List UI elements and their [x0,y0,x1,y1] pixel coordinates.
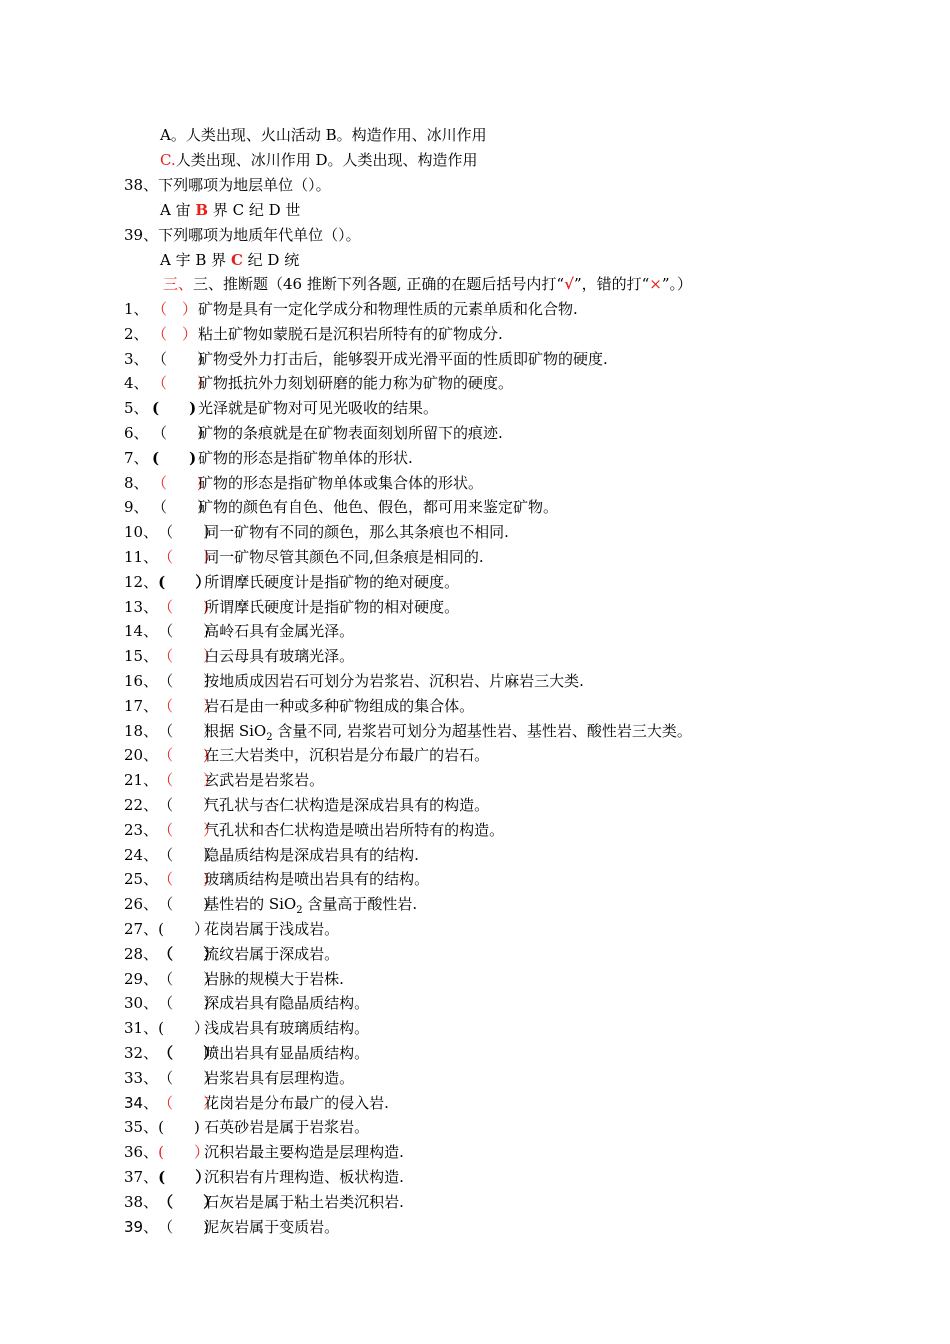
judgment-text: 同一矿物尽管其颜色不同,但条痕是相同的. [204,548,484,566]
section-3-number: 三、 [163,275,194,293]
judgment-text: 含量不同, 岩浆岩可划分为超基性岩、基性岩、酸性岩三大类。 [272,722,692,740]
q37-options-line2 [160,148,478,172]
judgment-item [124,396,438,420]
judgment-item [124,595,459,619]
judgment-text: 石英砂岩是属于岩浆岩。 [204,1118,370,1136]
answer-blank: （ ） [158,523,219,541]
judgment-number: 14、 [124,622,159,640]
answer-blank: （ ） [158,846,219,864]
judgment-number: 20、 [124,746,159,764]
judgment-item [124,1165,404,1189]
q39-stem-text: 39、下列哪项为地质年代单位（）。 [124,226,361,244]
judgment-item [124,942,339,966]
judgment-item [124,570,459,594]
judgment-number: 11、 [124,548,159,566]
judgment-item [124,1190,404,1214]
judgment-item [124,545,484,569]
judgment-item [124,669,584,693]
answer-blank: （ ） [158,647,219,665]
answer-blank: （ ） [158,1069,219,1087]
answer-blank: （ ） [158,1094,219,1112]
judgment-text-pre: 根据 SiO [204,722,267,740]
judgment-text: 花岗岩是分布最广的侵入岩. [204,1094,389,1112]
answer-blank: （ ） [152,424,213,442]
judgment-number: 6、 [124,424,149,442]
judgment-number: 9、 [124,498,149,516]
judgment-text: 矿物的形态是指矿物单体或集合体的形状。 [198,474,484,492]
answer-blank: （ ) [158,870,209,888]
judgment-text: 沉积岩有片理构造、板状构造. [204,1168,404,1186]
judgment-number: 31、 [124,1019,159,1037]
judgment-item [124,892,417,916]
q38-options [160,198,300,222]
q38-option-a: A 宙 [160,201,196,219]
q39-option-rest: 纪 D 统 [242,251,300,269]
judgment-item [124,1115,369,1139]
judgment-item [124,967,344,991]
judgment-number: 7、 [124,449,149,467]
answer-blank: ( ） [158,920,209,938]
judgment-item [124,1066,354,1090]
judgment-item [124,446,413,470]
answer-blank: （ ） [158,945,219,963]
judgment-number: 18、 [124,722,159,740]
judgment-text: 浅成岩具有玻璃质结构。 [204,1019,370,1037]
judgment-number: 27、 [124,920,159,938]
judgment-text: 岩脉的规模大于岩株. [204,970,344,988]
judgment-item [124,421,503,445]
judgment-text: 白云母具有玻璃光泽。 [204,647,355,665]
answer-blank: （ ） [158,970,219,988]
judgment-text: 玄武岩是岩浆岩。 [204,771,325,789]
judgment-text: 所谓摩氏硬度计是指矿物的相对硬度。 [204,598,460,616]
judgment-text: 矿物受外力打击后，能够裂开成光滑平面的性质即矿物的硬度. [198,350,608,368]
judgment-number: 39、 [124,1218,159,1236]
judgment-text: 矿物的形态是指矿物单体的形状. [198,449,413,467]
judgment-text: 在三大岩类中，沉积岩是分布最广的岩石。 [204,746,490,764]
judgment-number: 36、 [124,1143,159,1161]
q38-answer-b: B [195,201,209,219]
judgment-text: 粘土矿物如蒙脱石是沉积岩所特有的矿物成分. [198,325,503,343]
answer-blank: （ ） [158,821,219,839]
judgment-number: 3、 [124,350,149,368]
judgment-item [124,1091,389,1115]
judgment-text: 深成岩具有隐晶质结构。 [204,994,370,1012]
judgment-item [124,694,474,718]
judgment-number: 1、 [124,300,149,318]
judgment-number: 16、 [124,672,159,690]
judgment-number: 37、 [124,1168,159,1186]
judgment-number: 17、 [124,697,159,715]
judgment-item [124,619,354,643]
judgment-number: 34、 [124,1094,159,1112]
answer-blank: （ ) [152,474,203,492]
judgment-text: 所谓摩氏硬度计是指矿物的绝对硬度。 [204,573,460,591]
q37-option-c-marker: C. [160,151,176,169]
judgment-text: 气孔状与杏仁状构造是深成岩具有的构造。 [204,796,490,814]
judgment-text: 同一矿物有不同的颜色，那么其条痕也不相同. [204,523,509,541]
judgment-item [124,1140,404,1164]
answer-blank: （ ) [158,746,209,764]
answer-blank: （ ） [158,622,219,640]
answer-blank: （ ） [152,325,198,343]
judgment-text: 岩石是由一种或多种矿物组成的集合体。 [204,697,475,715]
judgment-text: 沉积岩最主要构造是层理构造. [204,1143,404,1161]
judgment-item [124,471,483,495]
judgment-item [124,867,429,891]
judgment-number: 29、 [124,970,159,988]
judgment-item [124,843,419,867]
answer-blank: （ ) [158,1218,209,1236]
q38-stem [124,173,331,197]
section-3-end: ”。） [661,275,693,293]
answer-blank: （ ） [158,1044,219,1062]
section-3-title: 三、推断题（46 推断下列各题, 正确的在题后括号内打“ [193,275,565,293]
judgment-item [124,495,558,519]
q39-stem [124,223,361,247]
answer-blank: （ ） [158,672,219,690]
answer-blank: （ ） [152,350,213,368]
judgment-text: 岩浆岩具有层理构造。 [204,1069,355,1087]
check-mark-icon: √ [564,275,574,293]
judgment-text: 含量高于酸性岩. [302,895,418,913]
judgment-item [124,644,354,668]
judgment-text: 石灰岩是属于粘土岩类沉积岩. [204,1193,404,1211]
answer-blank: （ ） [158,697,219,715]
answer-blank: （ ) [158,895,209,913]
cross-mark-icon: × [649,275,662,293]
judgment-text: 隐晶质结构是深成岩具有的结构. [204,846,419,864]
judgment-item [124,991,369,1015]
judgment-item [124,719,692,743]
judgment-number: 24、 [124,846,159,864]
q39-options [160,248,299,272]
q37-options-cd: 人类出现、冰川作用 D。人类出现、构造作用 [175,151,478,169]
judgment-item [124,743,489,767]
judgment-number: 15、 [124,647,159,665]
judgment-number: 26、 [124,895,159,913]
judgment-item [124,818,504,842]
answer-blank: ( ) [152,449,197,467]
section-3-heading [163,272,692,296]
judgment-number: 5、 [124,399,149,417]
judgment-item [124,371,513,395]
judgment-number: 23、 [124,821,159,839]
answer-blank: ( ） [158,1168,211,1186]
judgment-item [124,297,578,321]
judgment-text: 气孔状和杏仁状构造是喷出岩所特有的构造。 [204,821,505,839]
judgment-number: 21、 [124,771,159,789]
judgment-item [124,917,339,941]
q39-answer-c: C [230,251,243,269]
judgment-text: 矿物抵抗外力刻划研磨的能力称为矿物的硬度。 [198,374,514,392]
judgment-number: 13、 [124,598,159,616]
answer-blank: （ ） [158,796,219,814]
answer-blank: （ ） [152,374,213,392]
judgment-text-pre: 基性岩的 SiO [204,895,297,913]
q37-options-line1 [160,123,487,147]
judgment-text: 光泽就是矿物对可见光吸收的结果。 [198,399,439,417]
judgment-item [124,1215,339,1239]
judgment-text: 矿物的颜色有自色、他色、假色，都可用来鉴定矿物。 [198,498,559,516]
judgment-number: 4、 [124,374,149,392]
answer-blank: ( ) [152,399,197,417]
judgment-number: 10、 [124,523,159,541]
judgment-text: 高岭石具有金属光泽。 [204,622,355,640]
judgment-text: 矿物是具有一定化学成分和物理性质的元素单质和化合物. [198,300,578,318]
judgment-number: 28、 [124,945,159,963]
judgment-number: 32、 [124,1044,159,1062]
judgment-text: 泥灰岩属于变质岩。 [204,1218,340,1236]
judgment-number: 12、 [124,573,159,591]
answer-blank: （ ) [158,598,209,616]
answer-blank: （ ） [158,722,219,740]
q37-options-ab: A。人类出现、火山活动 B。构造作用、冰川作用 [160,126,487,144]
judgment-item [124,520,509,544]
judgment-text: 矿物的条痕就是在矿物表面刻划所留下的痕迹. [198,424,503,442]
judgment-text: 流纹岩属于深成岩。 [204,945,340,963]
judgment-item [124,347,608,371]
answer-blank: ( ） [158,1143,209,1161]
judgment-number: 8、 [124,474,149,492]
answer-blank: （ ） [158,994,219,1012]
subscript: 2 [266,732,273,743]
q38-option-rest: 界 C 纪 D 世 [208,201,301,219]
judgment-number: 30、 [124,994,159,1012]
q39-option-ab: A 宇 B 界 [160,251,231,269]
judgment-number: 35、 [124,1118,159,1136]
judgment-item [124,1041,369,1065]
judgment-item [124,1016,369,1040]
section-3-middle: ”，错的打“ [573,275,650,293]
answer-blank: （ ） [152,498,213,516]
judgment-number: 22、 [124,796,159,814]
judgment-text: 玻璃质结构是喷出岩具有的结构。 [204,870,430,888]
judgment-text: 喷出岩具有显晶质结构。 [204,1044,370,1062]
judgment-number: 33、 [124,1069,159,1087]
answer-blank: ( ） [158,573,211,591]
judgment-text: 花岗岩属于浅成岩。 [204,920,340,938]
answer-blank: （ ） [158,1193,219,1211]
answer-blank: （ ） [158,771,219,789]
answer-blank: （ ） [152,300,198,318]
subscript: 2 [296,905,303,916]
judgment-number: 38、 [124,1193,159,1211]
judgment-number: 25、 [124,870,159,888]
judgment-text: 按地质成因岩石可划分为岩浆岩、沉积岩、片麻岩三大类. [204,672,584,690]
judgment-number: 2、 [124,325,149,343]
answer-blank: （ ） [158,548,219,566]
judgment-item [124,768,324,792]
answer-blank: ( ) [158,1118,200,1136]
q38-stem-text: 38、下列哪项为地层单位（）。 [124,176,331,194]
answer-blank: ( ） [158,1019,209,1037]
judgment-item [124,793,489,817]
judgment-item [124,322,503,346]
